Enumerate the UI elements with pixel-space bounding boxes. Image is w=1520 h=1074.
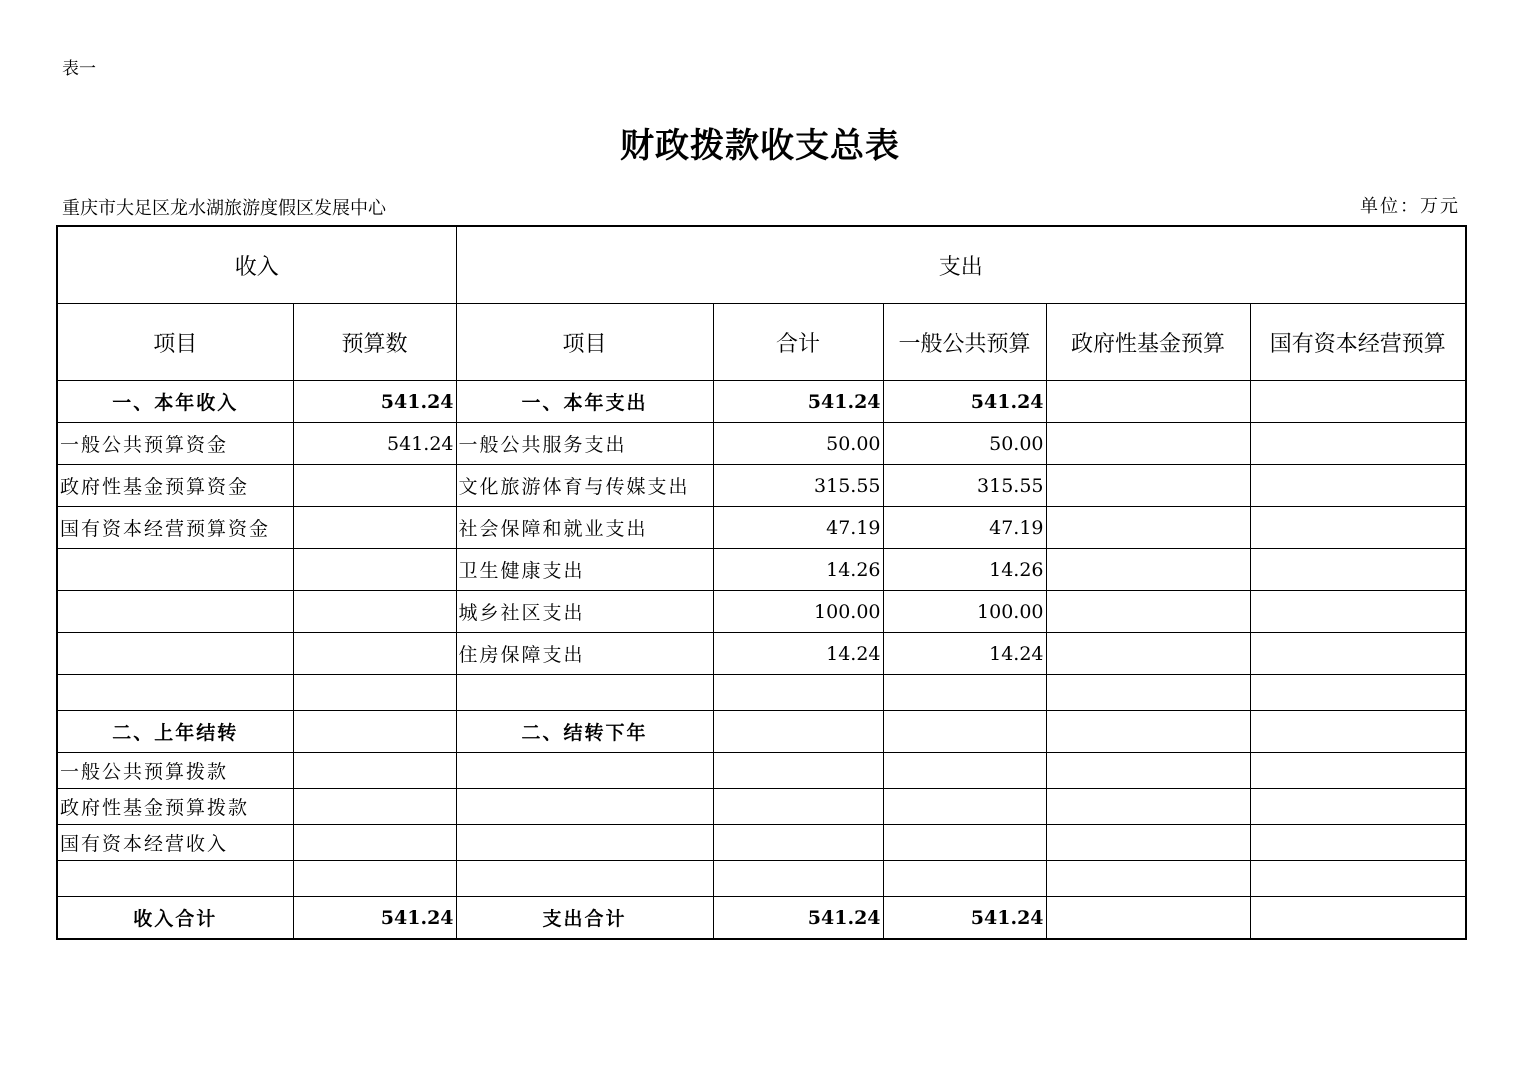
income-item-cell [57,549,293,591]
expense-state-capital-cell [1250,825,1466,861]
income-value-cell [293,675,456,711]
expense-total-cell [713,675,883,711]
expense-gov-fund-cell [1046,753,1250,789]
expense-header: 支出 [456,226,1466,304]
income-item-cell: 二、上年结转 [57,711,293,753]
expense-item-cell: 城乡社区支出 [456,591,713,633]
page-title: 财政拨款收支总表 [620,126,900,166]
income-item-cell: 收入合计 [57,897,293,940]
income-value-cell [293,825,456,861]
col-header-state-capital: 国有资本经营预算 [1250,304,1466,381]
expense-total-cell: 14.26 [713,549,883,591]
expense-total-cell: 315.55 [713,465,883,507]
expense-state-capital-cell [1250,633,1466,675]
expense-item-cell: 一、本年支出 [456,381,713,423]
income-item-cell [57,633,293,675]
expense-state-capital-cell [1250,381,1466,423]
expense-state-capital-cell [1250,465,1466,507]
income-item-cell: 政府性基金预算拨款 [57,789,293,825]
expense-general-cell: 14.24 [883,633,1046,675]
col-header-total: 合计 [713,304,883,381]
income-value-cell [293,861,456,897]
table-label: 表一 [62,59,96,79]
income-item-cell: 一、本年收入 [57,381,293,423]
income-item-cell [57,861,293,897]
expense-state-capital-cell [1250,549,1466,591]
fiscal-summary-table [56,225,1467,940]
expense-item-cell [456,861,713,897]
income-value-cell: 541.24 [293,423,456,465]
income-value-cell [293,789,456,825]
income-item-cell: 国有资本经营收入 [57,825,293,861]
table-row [57,897,1466,940]
expense-state-capital-cell [1250,789,1466,825]
expense-gov-fund-cell [1046,861,1250,897]
expense-gov-fund-cell [1046,897,1250,940]
expense-gov-fund-cell [1046,789,1250,825]
expense-item-cell [456,753,713,789]
col-header-gov-fund: 政府性基金预算 [1046,304,1250,381]
expense-item-cell: 二、结转下年 [456,711,713,753]
expense-gov-fund-cell [1046,381,1250,423]
expense-general-cell [883,753,1046,789]
expense-general-cell [883,675,1046,711]
expense-gov-fund-cell [1046,825,1250,861]
expense-general-cell [883,711,1046,753]
col-header-budget: 预算数 [293,304,456,381]
income-item-cell: 一般公共预算拨款 [57,753,293,789]
expense-total-cell [713,789,883,825]
expense-item-cell [456,789,713,825]
expense-general-cell [883,789,1046,825]
expense-gov-fund-cell [1046,591,1250,633]
expense-gov-fund-cell [1046,507,1250,549]
income-header: 收入 [57,226,456,304]
expense-gov-fund-cell [1046,633,1250,675]
expense-gov-fund-cell [1046,675,1250,711]
col-header-general: 一般公共预算 [883,304,1046,381]
table-row [57,633,1466,675]
expense-state-capital-cell [1250,675,1466,711]
expense-state-capital-cell [1250,423,1466,465]
table-row [57,711,1466,753]
table-row [57,753,1466,789]
expense-item-cell: 文化旅游体育与传媒支出 [456,465,713,507]
expense-item-cell: 卫生健康支出 [456,549,713,591]
expense-item-cell: 支出合计 [456,897,713,940]
expense-item-cell [456,825,713,861]
expense-total-cell [713,711,883,753]
expense-general-cell: 50.00 [883,423,1046,465]
expense-state-capital-cell [1250,711,1466,753]
col-header-item: 项目 [57,304,293,381]
expense-gov-fund-cell [1046,711,1250,753]
income-item-cell [57,591,293,633]
expense-state-capital-cell [1250,507,1466,549]
expense-total-cell [713,753,883,789]
income-item-cell: 一般公共预算资金 [57,423,293,465]
expense-total-cell: 14.24 [713,633,883,675]
income-value-cell [293,549,456,591]
expense-total-cell [713,861,883,897]
expense-state-capital-cell [1250,861,1466,897]
expense-item-cell: 住房保障支出 [456,633,713,675]
expense-gov-fund-cell [1046,423,1250,465]
table-row [57,825,1466,861]
table-row [57,507,1466,549]
expense-general-cell: 100.00 [883,591,1046,633]
expense-total-cell: 541.24 [713,381,883,423]
expense-gov-fund-cell [1046,549,1250,591]
income-value-cell [293,465,456,507]
expense-general-cell: 14.26 [883,549,1046,591]
income-value-cell [293,711,456,753]
income-value-cell [293,633,456,675]
expense-item-cell: 社会保障和就业支出 [456,507,713,549]
income-value-cell [293,507,456,549]
expense-item-cell [456,675,713,711]
income-value-cell: 541.24 [293,897,456,940]
expense-general-cell [883,825,1046,861]
expense-state-capital-cell [1250,753,1466,789]
income-item-cell: 政府性基金预算资金 [57,465,293,507]
income-value-cell: 541.24 [293,381,456,423]
expense-state-capital-cell [1250,591,1466,633]
income-item-cell: 国有资本经营预算资金 [57,507,293,549]
col-header-item2: 项目 [456,304,713,381]
expense-general-cell: 541.24 [883,381,1046,423]
table-row [57,465,1466,507]
table-row [57,789,1466,825]
organization-name: 重庆市大足区龙水湖旅游度假区发展中心 [62,198,386,219]
expense-item-cell: 一般公共服务支出 [456,423,713,465]
unit-label: 单位：万元 [1360,196,1460,217]
expense-total-cell: 47.19 [713,507,883,549]
expense-total-cell: 541.24 [713,897,883,940]
table-row [57,591,1466,633]
income-value-cell [293,753,456,789]
expense-general-cell: 315.55 [883,465,1046,507]
table-row [57,549,1466,591]
income-value-cell [293,591,456,633]
table-row [57,675,1466,711]
expense-total-cell: 100.00 [713,591,883,633]
table-body [57,381,1466,940]
expense-general-cell [883,861,1046,897]
expense-general-cell: 47.19 [883,507,1046,549]
income-item-cell [57,675,293,711]
expense-gov-fund-cell [1046,465,1250,507]
expense-state-capital-cell [1250,897,1466,940]
expense-general-cell: 541.24 [883,897,1046,940]
table-row [57,381,1466,423]
table-row [57,861,1466,897]
expense-total-cell [713,825,883,861]
expense-total-cell: 50.00 [713,423,883,465]
table-row [57,423,1466,465]
